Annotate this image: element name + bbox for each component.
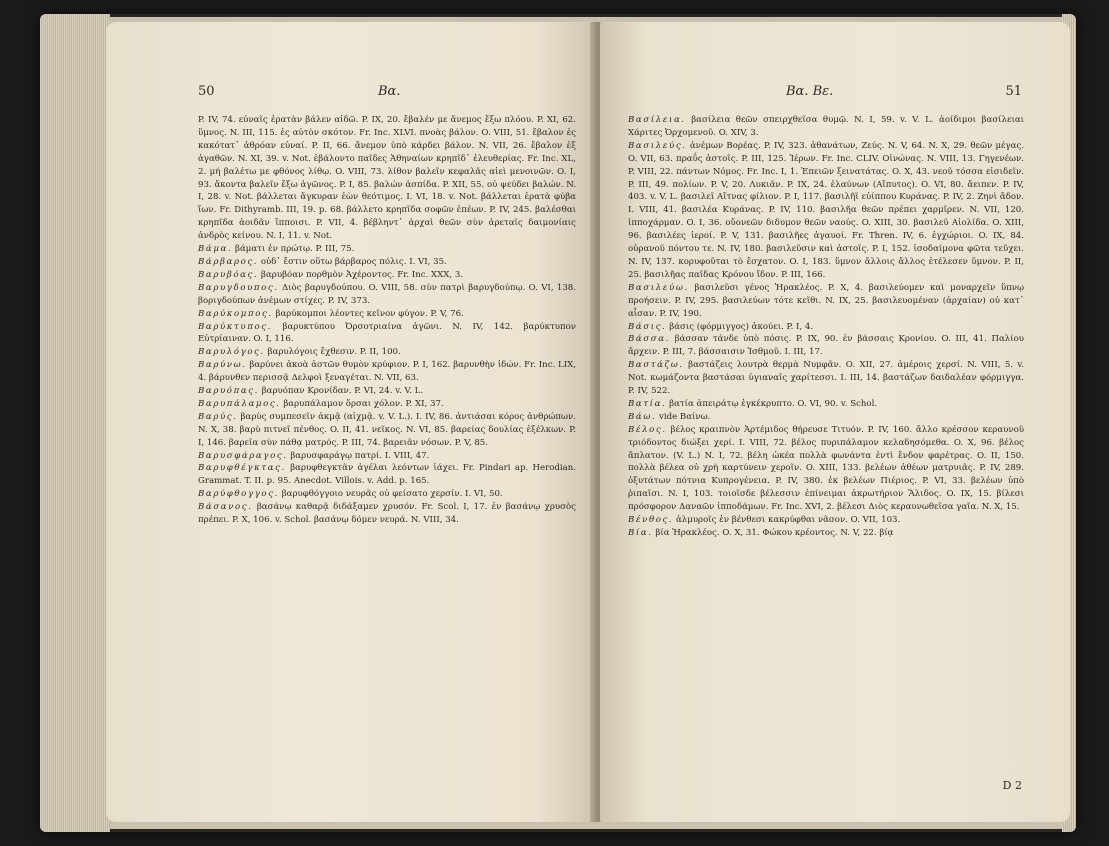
lexicon-entry [198, 462, 576, 488]
lexicon-entry [198, 450, 576, 463]
entry-text: βαρυβόαν πορθμὸν Ἀχέροντος. Fr. Inc. XXX, 3. [261, 269, 464, 280]
page-number-left: 50 [198, 84, 215, 99]
signature-mark: D 2 [1002, 779, 1022, 792]
entry-text: βαρύνει ἀκοὰ ἀστῶν θυμὸν κρύφιον. P. I, 162. βαρυνθὴν ἰδών. Fr. Inc. LIX, 4. βάρυνθεν περισσᾷ Δελφοὶ ξεναγέται. N. VII, 63. [198, 360, 576, 384]
entry-headword: Βασίλεια. [628, 115, 686, 125]
entry-headword: Βαρυλόγος. [198, 347, 265, 358]
entry-text: βαρυσφαράγῳ πατρί. I. VIII, 47. [290, 450, 430, 461]
lexicon-entry [628, 527, 1024, 540]
entry-headword: Βάσσα. [628, 334, 670, 345]
entry-text: βασίλεια θεῶν σπειρχθεῖσα θυμῷ. N. I, 59. v. V. L. ἀοίδιμοι βασίλειαι Χάριτες Ὀρχομενοῦ. O. XIV, 3. [628, 115, 1024, 138]
lexicon-entry [628, 411, 1024, 424]
entry-headword: Βατία. [628, 398, 667, 409]
running-head-left: Βα. [378, 84, 401, 99]
entry-text: vide Βαίνω. [659, 411, 711, 422]
lexicon-entry [628, 321, 1024, 334]
entry-text: βάματι ἐν πρώτῳ. P. III, 75. [234, 244, 355, 255]
entry-text: βαρυφθόγγοιο νευρᾶς οὐ φείσατο χερσίν. I. VI, 50. [281, 489, 503, 500]
entry-headword: Βαρυπάλαμος. [198, 398, 281, 409]
page-number-right: 51 [1005, 84, 1022, 99]
lexicon-entry [198, 114, 576, 243]
lexicon-entry [198, 346, 576, 359]
entry-text: βαρύκομποι λέοντες κεῖνον φύγον. P. V, 76. [275, 308, 464, 319]
lexicon-entry [198, 411, 576, 450]
lexicon-entry [198, 308, 576, 321]
entry-headword: Βάρβαρος. [198, 256, 259, 267]
entry-headword: Βαρυβόας. [198, 269, 259, 280]
lexicon-entry [628, 359, 1024, 398]
entry-text: βαρυκτύπου Ὀρσοτριαίνα ἀγῶνι. N. IV, 142. βαρύκτυπον Εὐτρίαιναν. O. I, 116. [198, 321, 576, 345]
entry-headword: Βαρυσφάραγος. [198, 450, 288, 461]
entry-text: βάσις (φόρμιγγος) ἀκούει. P. I, 4. [669, 321, 814, 332]
entry-text: βάσσαν τάνδε ὑπὸ πόσις. P. IX, 90. ἐν βάσσαις Κρονίου. O. III, 41. Παλίου ἄρχειν. P. III, 7. βάσσαισιν Ἰσθμοῦ. I. III, 17. [628, 334, 1024, 358]
entry-headword: Βαρύνω. [198, 360, 247, 371]
entry-headword: Βάσανος. [198, 502, 253, 513]
entry-headword: Βαρυγδουπος. [198, 282, 279, 293]
lexicon-entry [198, 243, 576, 256]
entry-headword: Βάμα. [198, 244, 233, 255]
entry-text: βασάνῳ καθαρᾷ διδάξαμεν χρυσόν. Fr. Scol. I, 17. ἐν βασάνῳ χρυσὸς πρέπει. P. X, 106. v. Schol. βασάνῳ δόμεν νευρά. N. VIII, 34. [198, 502, 577, 526]
lexicon-entry [198, 321, 576, 347]
lexicon-entry [628, 140, 1024, 282]
entry-text: οὐδ᾽ ἔστιν οὕτω βάρβαρος πόλις. I. VI, 35. [260, 256, 447, 267]
page-edges-left [40, 14, 110, 832]
lexicon-entry [628, 398, 1024, 411]
entry-text: βαρυφθεγκτᾶν ἀγέλαι λεόντων ἰάχει. Fr. Pindari ap. Herodian. Grammat. T. II. p. 95. Anecdot. Villois. v. Add. p. 165. [198, 463, 577, 487]
lexicon-entry [628, 514, 1024, 527]
entry-headword: Βάω. [628, 411, 657, 422]
lexicon-entry [198, 385, 576, 398]
lexicon-entry [198, 269, 576, 282]
lexicon-entry [198, 282, 576, 308]
left-text-column [198, 114, 576, 527]
right-page [600, 22, 1070, 822]
lexicon-entry [628, 282, 1024, 321]
entry-headword: Βέλος. [628, 424, 667, 435]
entry-text: βαρὺς συμπεσεῖν ἀκμᾷ (αἰχμᾷ. v. V. L.). I. IV, 86. ἀντιάσαι κόρος ἀνθρώπων. N. X, 38. βαρὺ πιτνεῖ πένθος. O. II, 41. νεῖκος. N. VI, 85. βαρείας δουλίας ἐξέλκων. P. I, 146. βαρεῖα σὺν πάθᾳ ματρός. P. III, 74. βαρειᾶν νόσων. P. V, 85. [198, 411, 577, 448]
entry-headword: Βαρυόπας. [198, 386, 259, 397]
entry-headword: Βαρύς. [198, 411, 238, 422]
entry-headword: Βασιλεύω. [628, 282, 689, 293]
entry-headword: Βαρυφθέγκτας. [198, 463, 286, 474]
right-text-column [628, 114, 1024, 540]
lexicon-entry [628, 424, 1024, 514]
entry-text: βαρυπάλαμον ὅρσαι χόλον. P. XI, 37. [283, 398, 444, 409]
entry-headword: Βία. [628, 528, 653, 538]
entry-text: βαστάζεις λουτρὰ θερμὰ Νυμφᾶν. O. XII, 27. ἀμέροις χερσί. N. VIII, 5. v. Not. κωμάζοντα βαστάσαι ὑγιαναῖς χαρίτεσσι. I. III, 14. βαστάζων δαιδαλέαν φόρμιγγα. P. IV, 522. [628, 360, 1024, 397]
lexicon-entry [198, 501, 576, 527]
left-page [106, 22, 594, 822]
entry-headword: Βένθος. [628, 515, 674, 526]
lexicon-entry [628, 333, 1024, 359]
entry-text: P. IV, 74. εὐναῖς ἐρατὰν βάλεν αἰδῶ. P. IX, 20. ἔβαλέν με ἄνεμος ἔξω πλόου. P. XI, 62. ὕμνος. N. III, 115. ἐς αὐτὸν σκότον. Fr. Inc. XLVI. πνοὰς βάλον. O. VIII, 51. ἔβαλον ἐς κακότατ᾽ ἀθρόαν εὐναί. P. II, 66. ἄνεμον ὑπὸ κάρδει βάλον. N. VII, 26. ἔβαλον ἐξ ἀγαθῶν. N. XI, 39. v. Not. ἐβάλοντο παῖδες Ἀθηναίων κρηπῖδ᾽ ἐλευθερίας. Fr. Inc. XL, 2. μή βαλέτω με φθόνος λίθῳ. O. VIII, 73. λίθον βαλεῖν κεφαλᾶς αἰεὶ μενοινῶν. O. I, 93. ἄκοντα βαλεῖν ἔξω ἀγῶνος. P. I, 85. βαλών ἀσπίδα. P. XII, 55. οὐ ψεύδει βαλών. N. I, 28. v. Not. βάλλεται ἄγκυραν ἐὼν θεότιμος. I. VI, 18. v. Not. βάλλεται ἐρατὰ φύβα ἴων. Fr. Dithyramb. III, 19. p. 68. βάλλετο κρηπῖδα σοφῶν ἐπέων. P. IV, 245. βαλέσθαι κρηπῖδα ἀοιδᾶν ἵπποισι. P. VII, 4. βέβληντ᾽ ἀρχαὶ θεῶν σὺν ἀρεταῖς δαιμονίαις ἀνδρὸς κείνου. N. I, 11. v. Not. [198, 115, 576, 242]
lexicon-entry [198, 256, 576, 269]
entry-headword: Βάσις. [628, 321, 667, 332]
running-head-right: Βα. Βε. [786, 84, 834, 99]
entry-text: βασιλεῦσι γένος Ἡρακλέος. P. X, 4. βασιλεύομεν καὶ μοναρχεῖν ὕπνῳ προήσειν. P. IV, 295. βασιλεύων τότε κεῖθι. N. IX, 25. βασιλευομέναν (ἀρχαίαν) οὐ κατ᾽ αἶσαν. P. IV, 190. [628, 282, 1024, 319]
entry-headword: Βαρύφθογγος. [198, 489, 279, 500]
entry-headword: Βαρύκομπος. [198, 308, 273, 319]
entry-text: βία Ἡρακλέος. O. X, 31. Φώκου κρέοντος. N. V, 22. βίᾳ [655, 528, 894, 538]
entry-headword: Βασιλεύς. [628, 140, 687, 151]
entry-text: βαρυόπαν Κρονίδαν. P. VI, 24. v. V. L. [261, 386, 424, 397]
entry-text: ἁλμυροῖς ἐν βένθεσι κακρύφθαι νᾶσον. O. VII, 103. [675, 515, 901, 526]
entry-headword: Βαρύκτυπος. [198, 321, 272, 332]
entry-text: βαρυλόγοις ἔχθεσιν. P. II, 100. [267, 347, 401, 358]
open-book [40, 14, 1076, 832]
entry-text: ἀνέμων Βορέας. P. IV, 323. ἀθανάτων, Ζεύς. N. V, 64. N. X, 29. θεῶν μέγας. O. VII, 63. πραΰς ἀστοῖς. P. III, 125. Ἱέρων. Fr. Inc. CLIV. Οἰνώνας. N. VIII, 13. Γηγενέων. P. VIII, 22. πάντων Νόμος. Fr. Inc. I, 1. Ἐπειῶν ξεινατάτας. O. X, 43. νεοῦ τόσσα εἰσιδεῖν. P. III, 49. πολίων. P. V, 20. Λυκιᾶν. P. IX, 24. ἐλαύνων (Αἴπυτος). O. VI, 80. ἄειπεν. P. IV, 403. v. V. L. βασιλεῖ Αἴτνας φίλιον. P. I, 117. βασιλῆϊ εὐίππου Κυράνας. P. IV, 2. Ζηνὶ ἄδον. I. VIII, 41. βασιλέα Κυράνας. P. IV, 110. βασιλῆα θεῶν πρέπει χαρμῖρεν. N. VII, 120. ἱπποχάρμαν. O. I, 36. οὔονεῶν διδυμον θεῶν ναούς. O. XIII, 30. βασιλεῦ Αἰολίδα. O. XIII, 96. βασιλέες ἱεροί. P. V, 131. βασιλῆες ἀγαυοί. Fr. Thren. IV, 6. ἐγχώριοι. O. IX, 84. οὐρανοῦ πόντου τε. N. IV, 180. βασιλεῦσιν καὶ ἀστοῖς. P. I, 152. ἰσοδαίμονα φῶτα τεῦχει. N. IV, 137. κορυφοῦται τὸ ἔσχατον. O. I, 183. ὕμνον ἄλλοις ἄλλος ἐτέλεσεν ὕμνον. P. II, 25. βασιλῆας παῖδας Κρόνου ἴδον. P. III, 166. [628, 140, 1024, 280]
lexicon-entry [198, 359, 576, 385]
entry-text: βέλος κραιπνὸν Ἀρτέμιδος θήρευσε Τιτυόν. P. IV, 160. ἄλλο κρέσσον κεραυνοῦ τριόδοντος διώξει χερί. I. VIII, 72. βέλος πυριπάλαμον κελαδησόμεθα. O. X, 96. βέλος ἄπλατον. (V. L.) N. I, 72. βέλη ὠκέα πολλὰ φωνάντα ἐντὶ ἔνδον φαρέτρας. O. II, 150. πολλὰ βέλεα οὐ χρὴ καρτύνειν χεροῖν. O. XIII, 133. βελέων ἀθέων ματρυιᾶς. P. IV, 289. ὀξυτάτων πότνια Κυπρογένεια. P. IV, 380. ἐκ βελέων Πιέριος. P. VI, 33. βελέων ὑπὸ ῥιπαῖσι. N. I, 103. τοιοῖσδε βέλεσσιν ἐπίνειμαι ἀκρωτήριον Ἅλιδος. O. IX, 15. βίλεσι πρόσφορον Δαναῶν ἱπποδάμων. Fr. Inc. XVI, 2. βέλεσι Διὸς κεραυνωθεῖσα γαῖα. N. X, 15. [628, 424, 1024, 513]
entry-headword: Βαστάζω. [628, 360, 684, 371]
lexicon-entry [198, 398, 576, 411]
lexicon-entry [628, 114, 1024, 140]
entry-text: Διὸς βαρυγδούπου. O. VIII, 58. σὺν πατρὶ βαρυγδούπῳ. O. VI, 138. βοριγδούπων ἀνέμων στίχες. P. IV, 373. [198, 282, 576, 306]
lexicon-entry [198, 488, 576, 501]
entry-text: βατία ἀπειράτῳ ἐγκέκρυπτο. O. VI, 90. v. Schol. [669, 398, 878, 409]
